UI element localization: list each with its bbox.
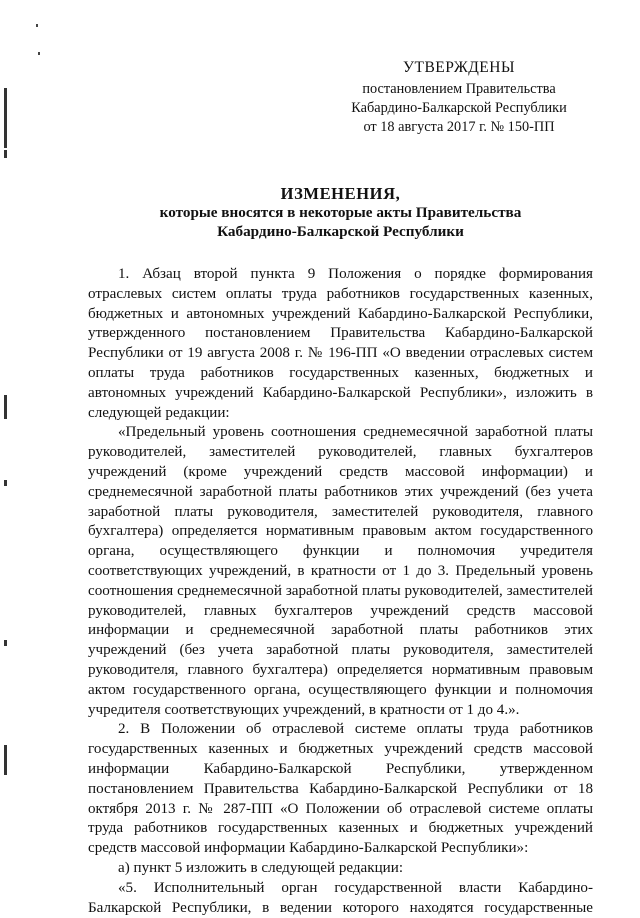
title-line: Кабардино-Балкарской Республики — [217, 223, 464, 240]
paragraph: «5. Исполнительный орган государственной власти Кабардино-Балкарской Республики, в ведении которого находятся государственные — [88, 879, 593, 916]
approval-word: УТВЕРЖДЕНЫ — [403, 59, 515, 76]
paragraph: 1. Абзац второй пункта 9 Положения о порядке формирования отраслевых систем оплаты труда работников государственных казенных, бюджетных и автономных учреждений Кабардино-Балкарской Республики, утвержденного постановлением Правительства Кабардино-Балкарской Республики от 19 августа 2008 г. № 196-ПП «О введении отраслевых систем оплаты труда работников государственных казенных, бюджетных и автономных учреждений Кабардино-Балкарской Республики», изложить в следующей редакции: — [88, 266, 593, 421]
scan-speck — [36, 24, 38, 27]
title-main: ИЗМЕНЕНИЯ, — [280, 184, 401, 203]
scan-speck — [38, 52, 40, 55]
paragraph: 2. В Положении об отраслевой системе оплаты труда работников государственных казенных и бюджетных учреждений средств массовой информации Кабардино-Балкарской Республики, утвержденном постановлением Правительства Кабардино-Балкарской Республики от 18 октября 2013 г. № 287-ПП «О Положении об отраслевой системе оплаты труда работников государственных казенных и бюджетных учреждений средств массовой информации Кабардино-Балкарской Республики»: — [88, 721, 593, 857]
title-line: которые вносятся в некоторые акты Правительства — [159, 204, 522, 221]
approval-block — [330, 58, 588, 137]
document-title — [88, 184, 593, 241]
paragraph: а) пункт 5 изложить в следующей редакции: — [118, 859, 404, 876]
approval-line: от 18 августа 2017 г. № 150-ПП — [363, 119, 555, 135]
approval-line: постановлением Правительства — [362, 81, 556, 97]
paragraph: «Предельный уровень соотношения среднемесячной заработной платы руководителей, заместителей руководителей, главных бухгалтеров учреждений (кроме учреждений средств массовой информации) и среднемесячной заработной платы работников этих учреждений (без учета заработной платы руководителя, заместителей руководителя, главного бухгалтера) определяется нормативным правовым актом государственного органа, осуществляющего функции и полномочия учредителя соответствующих учреждений, в кратности от 1 до 3. Предельный уровень соотношения среднемесячной заработной платы руководителей, заместителей руководителей, главных бухгалтеров учреждений средств массовой информации и среднемесячной заработной платы работников этих учреждений (без учета заработной платы руководителя, заместителей руководителя, главного бухгалтера) определяется нормативным правовым актом государственного органа, осуществляющего функции и полномочия учредителя соответствующих учреждений, в кратности от 1 до 4.». — [88, 424, 593, 718]
document-body — [88, 265, 593, 918]
approval-line: Кабардино-Балкарской Республики — [351, 100, 567, 116]
scan-margin-marks — [0, 0, 12, 905]
